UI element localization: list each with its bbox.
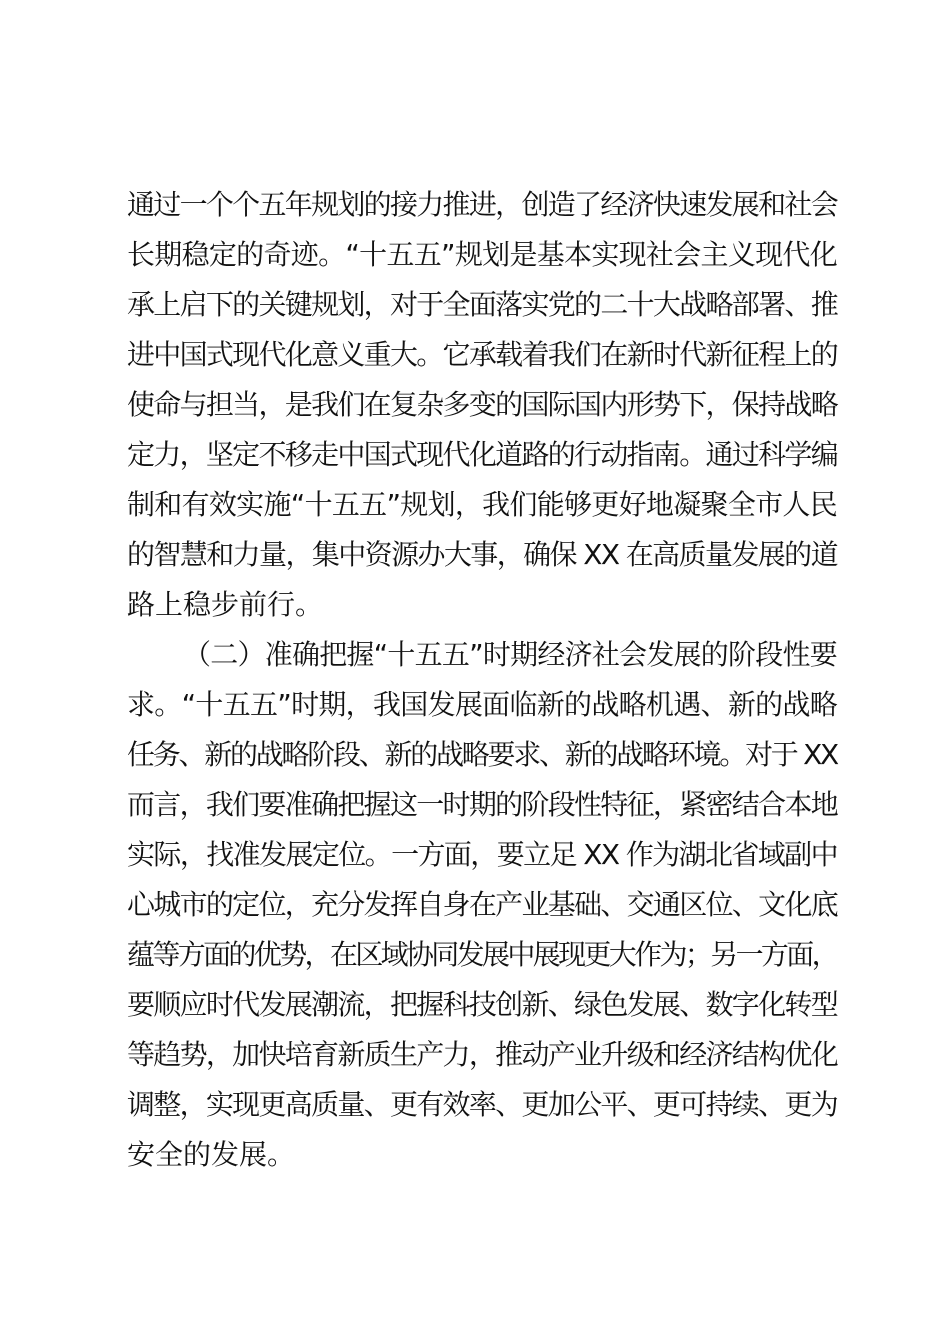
- body-text: [127, 180, 837, 1180]
- section-heading-line: （二）准确把握“十五五”时期经济社会发展的阶段性要: [183, 638, 837, 671]
- text-line: 路上稳步前行。: [127, 588, 324, 621]
- text-line: 心城市的定位，充分发挥自身在产业基础、交通区位、文化底: [127, 888, 837, 921]
- text-line: 安全的发展。: [127, 1138, 296, 1171]
- text-line: 通过一个个五年规划的接力推进，创造了经济快速发展和社会: [127, 188, 837, 221]
- text-line: 调整，实现更高质量、更有效率、更加公平、更可持续、更为: [127, 1088, 837, 1121]
- text-line: 承上启下的关键规划，对于全面落实党的二十大战略部署、推: [127, 288, 837, 321]
- text-line: 任务、新的战略阶段、新的战略要求、新的战略环境。对于 XX: [127, 738, 837, 771]
- text-line: 制和有效实施“十五五”规划，我们能够更好地凝聚全市人民: [127, 488, 838, 521]
- text-line: 长期稳定的奇迹。“十五五”规划是基本实现社会主义现代化: [127, 238, 838, 271]
- text-line: 进中国式现代化意义重大。它承载着我们在新时代新征程上的: [127, 338, 837, 371]
- text-line: 求。“十五五”时期，我国发展面临新的战略机遇、新的战略: [127, 688, 838, 721]
- text-line: 等趋势，加快培育新质生产力，推动产业升级和经济结构优化: [127, 1038, 837, 1071]
- text-line: 定力，坚定不移走中国式现代化道路的行动指南。通过科学编: [127, 438, 837, 471]
- text-line: 使命与担当，是我们在复杂多变的国际国内形势下，保持战略: [127, 388, 837, 421]
- text-line: 要顺应时代发展潮流，把握科技创新、绿色发展、数字化转型: [127, 988, 837, 1021]
- text-line: 的智慧和力量，集中资源办大事，确保 XX 在高质量发展的道: [127, 538, 837, 571]
- text-line: 实际，找准发展定位。一方面，要立足 XX 作为湖北省域副中: [127, 838, 837, 871]
- text-line: 而言，我们要准确把握这一时期的阶段性特征，紧密结合本地: [127, 788, 837, 821]
- text-line: 蕴等方面的优势，在区域协同发展中展现更大作为；另一方面，: [127, 938, 837, 971]
